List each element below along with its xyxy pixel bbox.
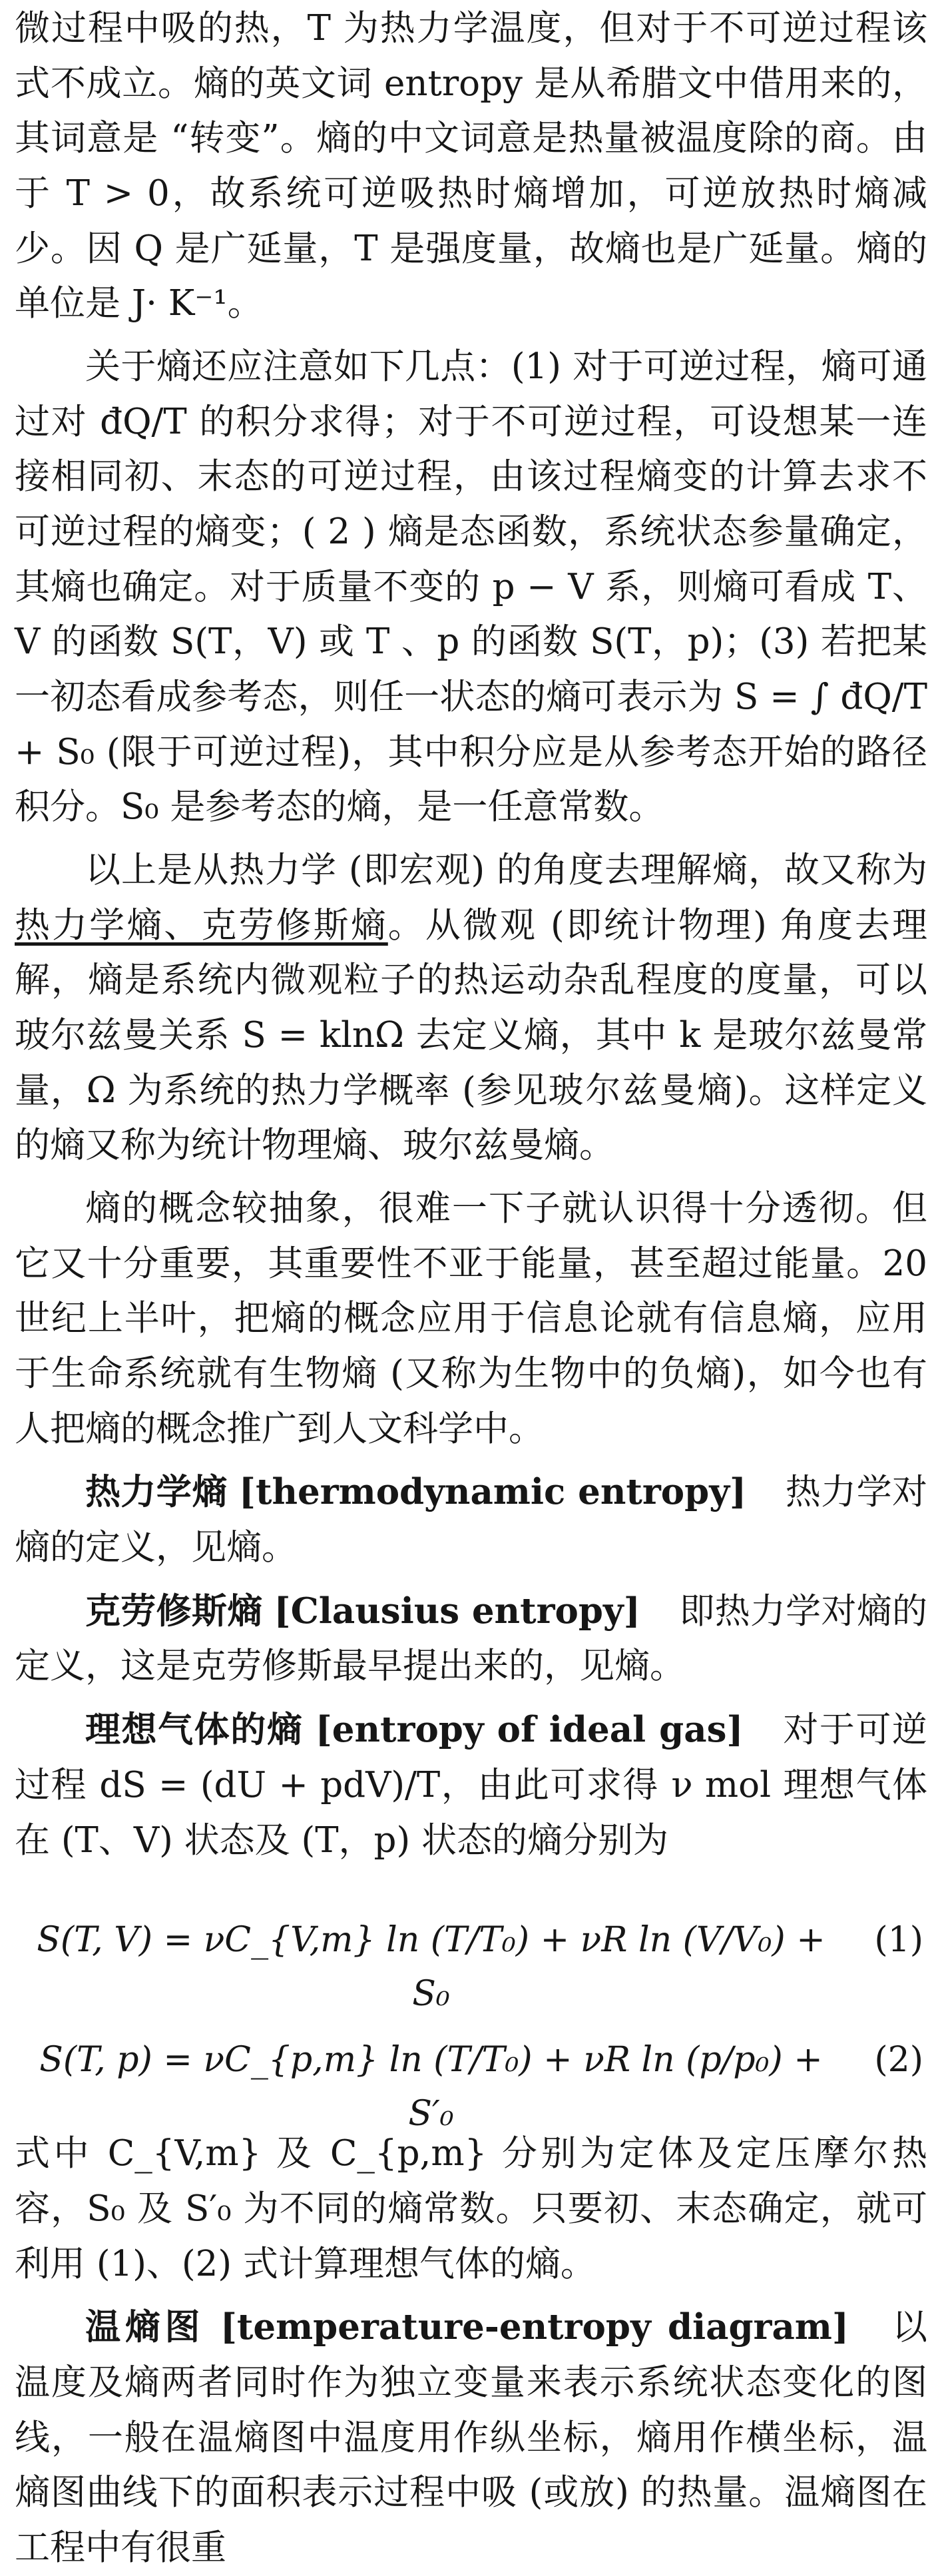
entry-english: [Clausius entropy] [274, 1590, 640, 1632]
text-segment: 。从微观 (即统计物理) 角度去理解，熵是系统内微观粒子的热运动杂乱程度的度量，可以玻尔兹曼关系 S = klnΩ 去定义熵，其中 k 是玻尔兹曼常量，Ω 为系统的热力学概率 (参见 [15, 904, 927, 1111]
entry-text: 即热力学对熵的定义，这是克劳修斯最早提出来的，见熵。 [15, 1590, 927, 1687]
entry-term: 热力学熵 [85, 1472, 228, 1513]
entry-text: 对于可逆过程 dS = (dU + pdV)/T，由此可求得 ν mol 理想气体在 (T、V) 状态及 (T，p) 状态的熵分别为 [15, 1710, 927, 1861]
entry-term: 理想气体的熵 [85, 1710, 304, 1751]
paragraph-equation-notes: 式中 C_{V,m} 及 C_{p,m} 分别为定体及定压摩尔热容，S₀ 及 S′₀ 为不同的熵常数。只要初、末态确定，就可利用 (1)、(2) 式计算理想气体的熵。 [15, 2133, 927, 2284]
term-link-boltzmann-entropy[interactable]: 玻尔兹曼熵 [548, 1070, 734, 1111]
entry-clausius-entropy [15, 1584, 927, 1694]
entry-ideal-gas-entropy [15, 1702, 927, 1868]
text-segment: 以上是从热力学 (即宏观) 的角度去理解熵，故又称为 [85, 850, 927, 891]
entry-temperature-entropy-diagram [15, 2300, 927, 2575]
paragraph-macro-micro [15, 843, 927, 1173]
paragraph-entropy-importance: 熵的概念较抽象，很难一下子就认识得十分透彻。但它又十分重要，其重要性不亚于能量，甚至超过能量。20 世纪上半叶，把熵的概念应用于信息论就有信息熵，应用于生命系统就有生物熵 (又称为生物中的负熵)，如今也有人把熵的概念推广到人文科学中。 [15, 1188, 927, 1449]
entry-term: 温熵图 [85, 2307, 205, 2348]
equation-expression: S(T, p) = νC_{p,m} ln (T/T₀) + νR ln (p/p₀) + S′₀ [39, 2040, 823, 2134]
entry-text: 热力学对熵的定义，见熵。 [15, 1472, 927, 1568]
equation-expression: S(T, V) = νC_{V,m} ln (T/T₀) + νR ln (V/V₀) + S₀ [37, 1920, 825, 2015]
entry-english: [thermodynamic entropy] [238, 1471, 747, 1513]
entry-thermodynamic-entropy [15, 1464, 927, 1575]
paragraph-entropy-definition: 微过程中吸的热，T 为热力学温度，但对于不可逆过程该式不成立。熵的英文词 entropy 是从希腊文中借用来的，其词意是 “转变”。熵的中文词意是热量被温度除的商。由于 T > 0，故系统可逆吸热时熵增加，可逆放热时熵减少。因 Q 是广延量，T 是强度量，故熵也是广延量。熵的单位是 J· K⁻¹。 [15, 8, 927, 324]
term-link-thermo-clausius[interactable]: 热力学熵、克劳修斯熵 [15, 904, 388, 946]
equation-number: (2) [874, 2040, 923, 2081]
entry-term: 克劳修斯熵 [85, 1590, 263, 1632]
entry-english: [temperature-entropy diagram] [220, 2306, 849, 2348]
entry-text: 以温度及熵两者同时作为独立变量来表示系统状态变化的图线，一般在温熵图中温度用作纵坐标，熵用作横坐标，温熵图曲线下的面积表示过程中吸 (或放) 的热量。温熵图在工程中有很重 [15, 2307, 928, 2568]
equation-2 [15, 2007, 927, 2134]
paragraph-entropy-notes: 关于熵还应注意如下几点：(1) 对于可逆过程，熵可通过对 đQ/T 的积分求得；对于不可逆过程，可设想某一连接相同初、末态的可逆过程，由该过程熵变的计算去求不可逆过程的熵变；( 2 ) 熵是态函数，系统状态参量确定，其熵也确定。对于质量不变的 p − V 系，则熵可看成 T、V 的函数 S(T，V) 或 T 、p 的函数 S(T，p)；(3) 若把某一初态看成参考态，则任一状态的熵可表示为 S = ∫ đQ/T + S₀ (限于可逆过程)，其中积分应是从参考态开始的路径积分。S₀ 是参考态的熵，是一任意常数。 [15, 346, 927, 828]
equation-1 [15, 1887, 927, 2015]
text-segment: )。这样定义的熵又称为统计物理熵、玻尔兹曼熵。 [15, 1070, 927, 1166]
entry-english: [entropy of ideal gas] [315, 1709, 744, 1751]
equation-number: (1) [874, 1920, 923, 1961]
